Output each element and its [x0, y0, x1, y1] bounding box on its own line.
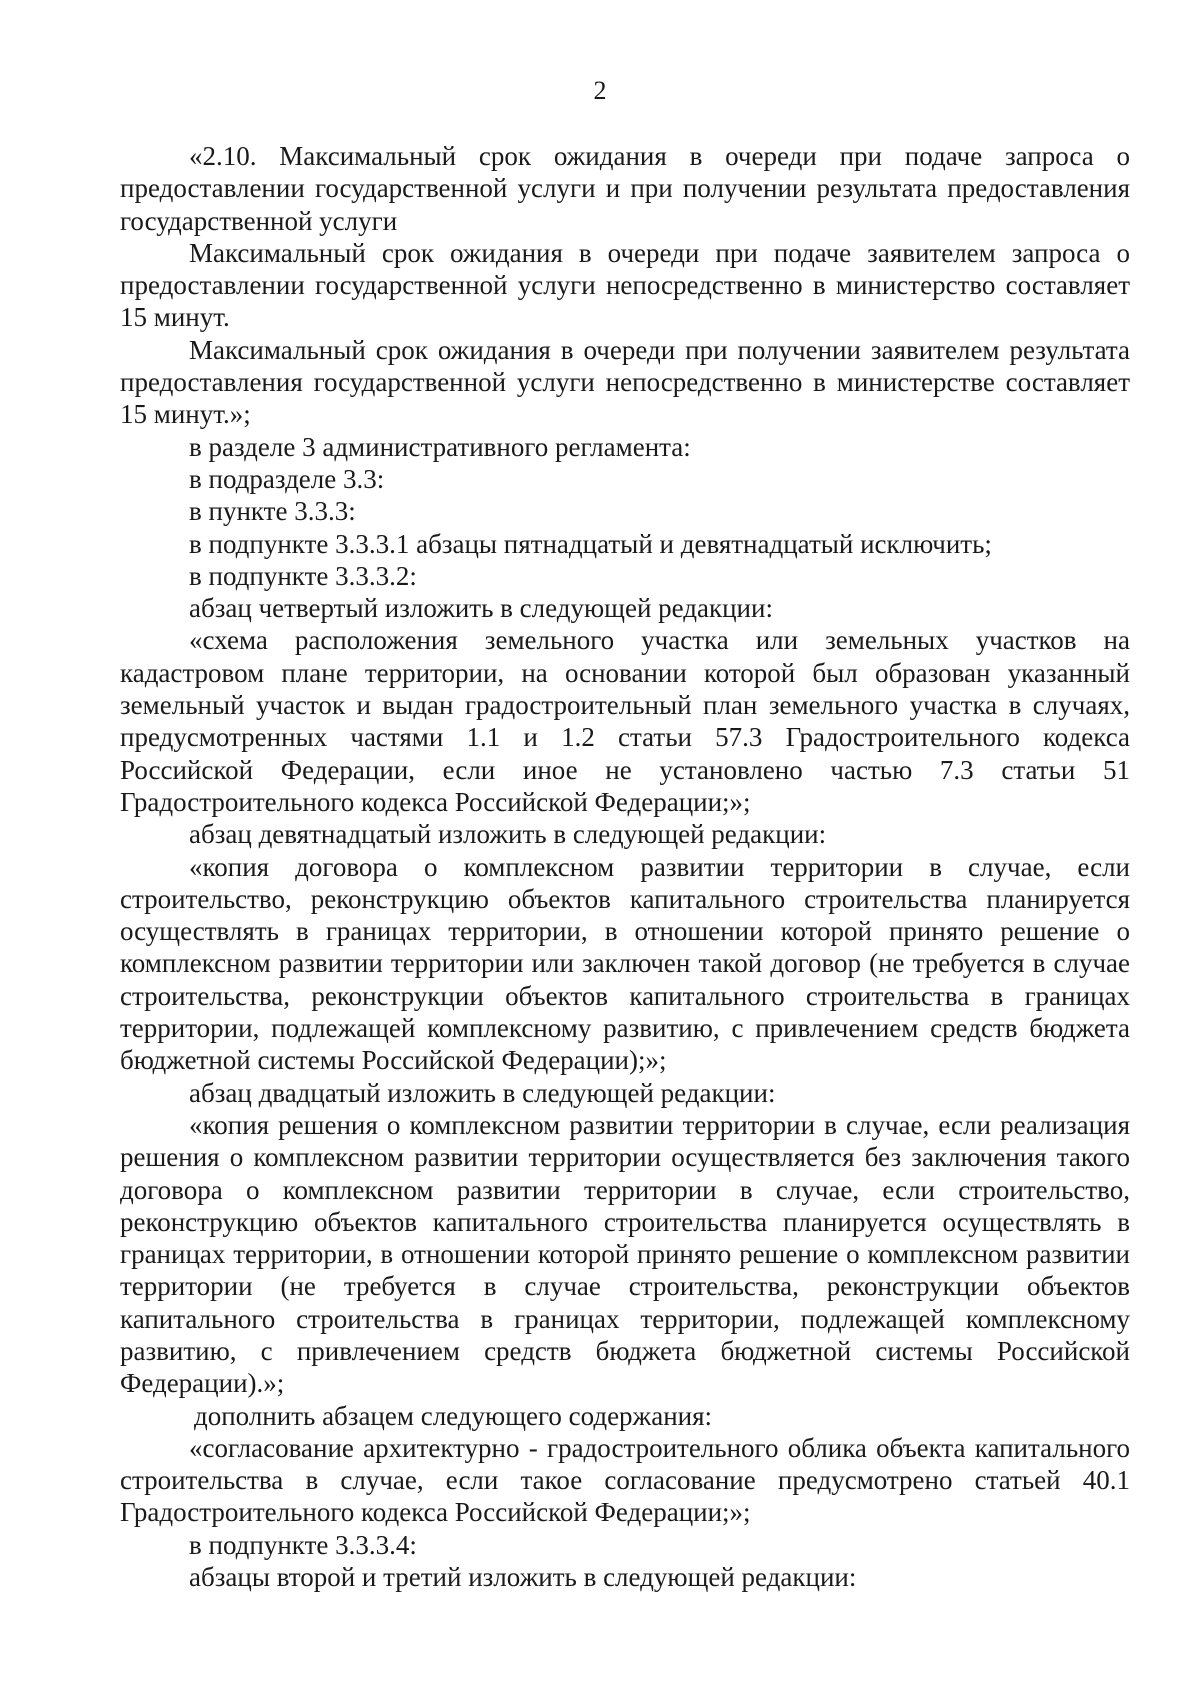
- paragraph: в разделе 3 административного регламента:: [189, 431, 691, 462]
- paragraph: в подпункте 3.3.3.4:: [189, 1529, 417, 1560]
- paragraph: абзац четвертый изложить в следующей редакции:: [189, 593, 773, 624]
- paragraph: дополнить абзацем следующего содержания:: [194, 1400, 713, 1431]
- paragraph: в подпункте 3.3.3.1 абзацы пятнадцатый и девятнадцатый исключить;: [189, 528, 992, 559]
- paragraph: Максимальный срок ожидания в очереди при получении заявителем результата предоставления государственной услуги непосредственно в министерстве составляет 15 минут.»;: [120, 334, 1130, 430]
- paragraph-quote: «копия договора о комплексном развитии территории в случае, если строительство, реконструкцию объектов капитального строительства планируется осуществлять в границах территории, в отношении которой принято решение о комплексном развитии территории или заключен такой договор (не требуется в случае строительства, реконструкции объектов капитального строительства в границах территории, подлежащей комплексному развитию, с привлечением средств бюджета бюджетной системы Российской Федерации);»;: [120, 851, 1130, 1076]
- paragraph-quote: «согласование архитектурно - градостроительного облика объекта капитального строительства в случае, если такое согласование предусмотрено статьей 40.1 Градостроительного кодекса Российской Федерации;»;: [120, 1432, 1130, 1528]
- document-body: [120, 140, 1130, 1593]
- paragraph-section-heading: «2.10. Максимальный срок ожидания в очереди при подаче запроса о предоставлении государственной услуги и при получении результата предоставления государственной услуги: [120, 141, 1130, 236]
- paragraph: в подпункте 3.3.3.2:: [189, 560, 417, 591]
- paragraph: абзац девятнадцатый изложить в следующей редакции:: [189, 819, 827, 850]
- page-number: 2: [593, 76, 607, 105]
- paragraph: в пункте 3.3.3:: [189, 496, 356, 527]
- paragraph: абзац двадцатый изложить в следующей редакции:: [189, 1077, 776, 1108]
- paragraph: абзацы второй и третий изложить в следующей редакции:: [189, 1562, 857, 1593]
- paragraph-quote: «копия решения о комплексном развитии территории в случае, если реализация решения о комплексном развитии территории осуществляется без заключения такого договора о комплексном развитии территории в случае, если строительство, реконструкцию объектов капитального строительства планируется осуществлять в границах территории, в отношении которой принято решение о комплексном развитии территории (не требуется в случае строительства, реконструкции объектов капитального строительства в границах территории, подлежащей комплексному развитию, с привлечением средств бюджета бюджетной системы Российской Федерации).»;: [120, 1109, 1130, 1399]
- paragraph: в подразделе 3.3:: [189, 463, 385, 494]
- paragraph: Максимальный срок ожидания в очереди при подаче заявителем запроса о предоставлении государственной услуги непосредственно в министерство составляет 15 минут.: [120, 237, 1130, 333]
- paragraph-quote: «схема расположения земельного участка или земельных участков на кадастровом плане территории, на основании которой был образован указанный земельный участок и выдан градостроительный план земельного участка в случаях, предусмотренных частями 1.1 и 1.2 статьи 57.3 Градостроительного кодекса Российской Федерации, если иное не установлено частью 7.3 статьи 51 Градостроительного кодекса Российской Федерации;»;: [120, 625, 1130, 817]
